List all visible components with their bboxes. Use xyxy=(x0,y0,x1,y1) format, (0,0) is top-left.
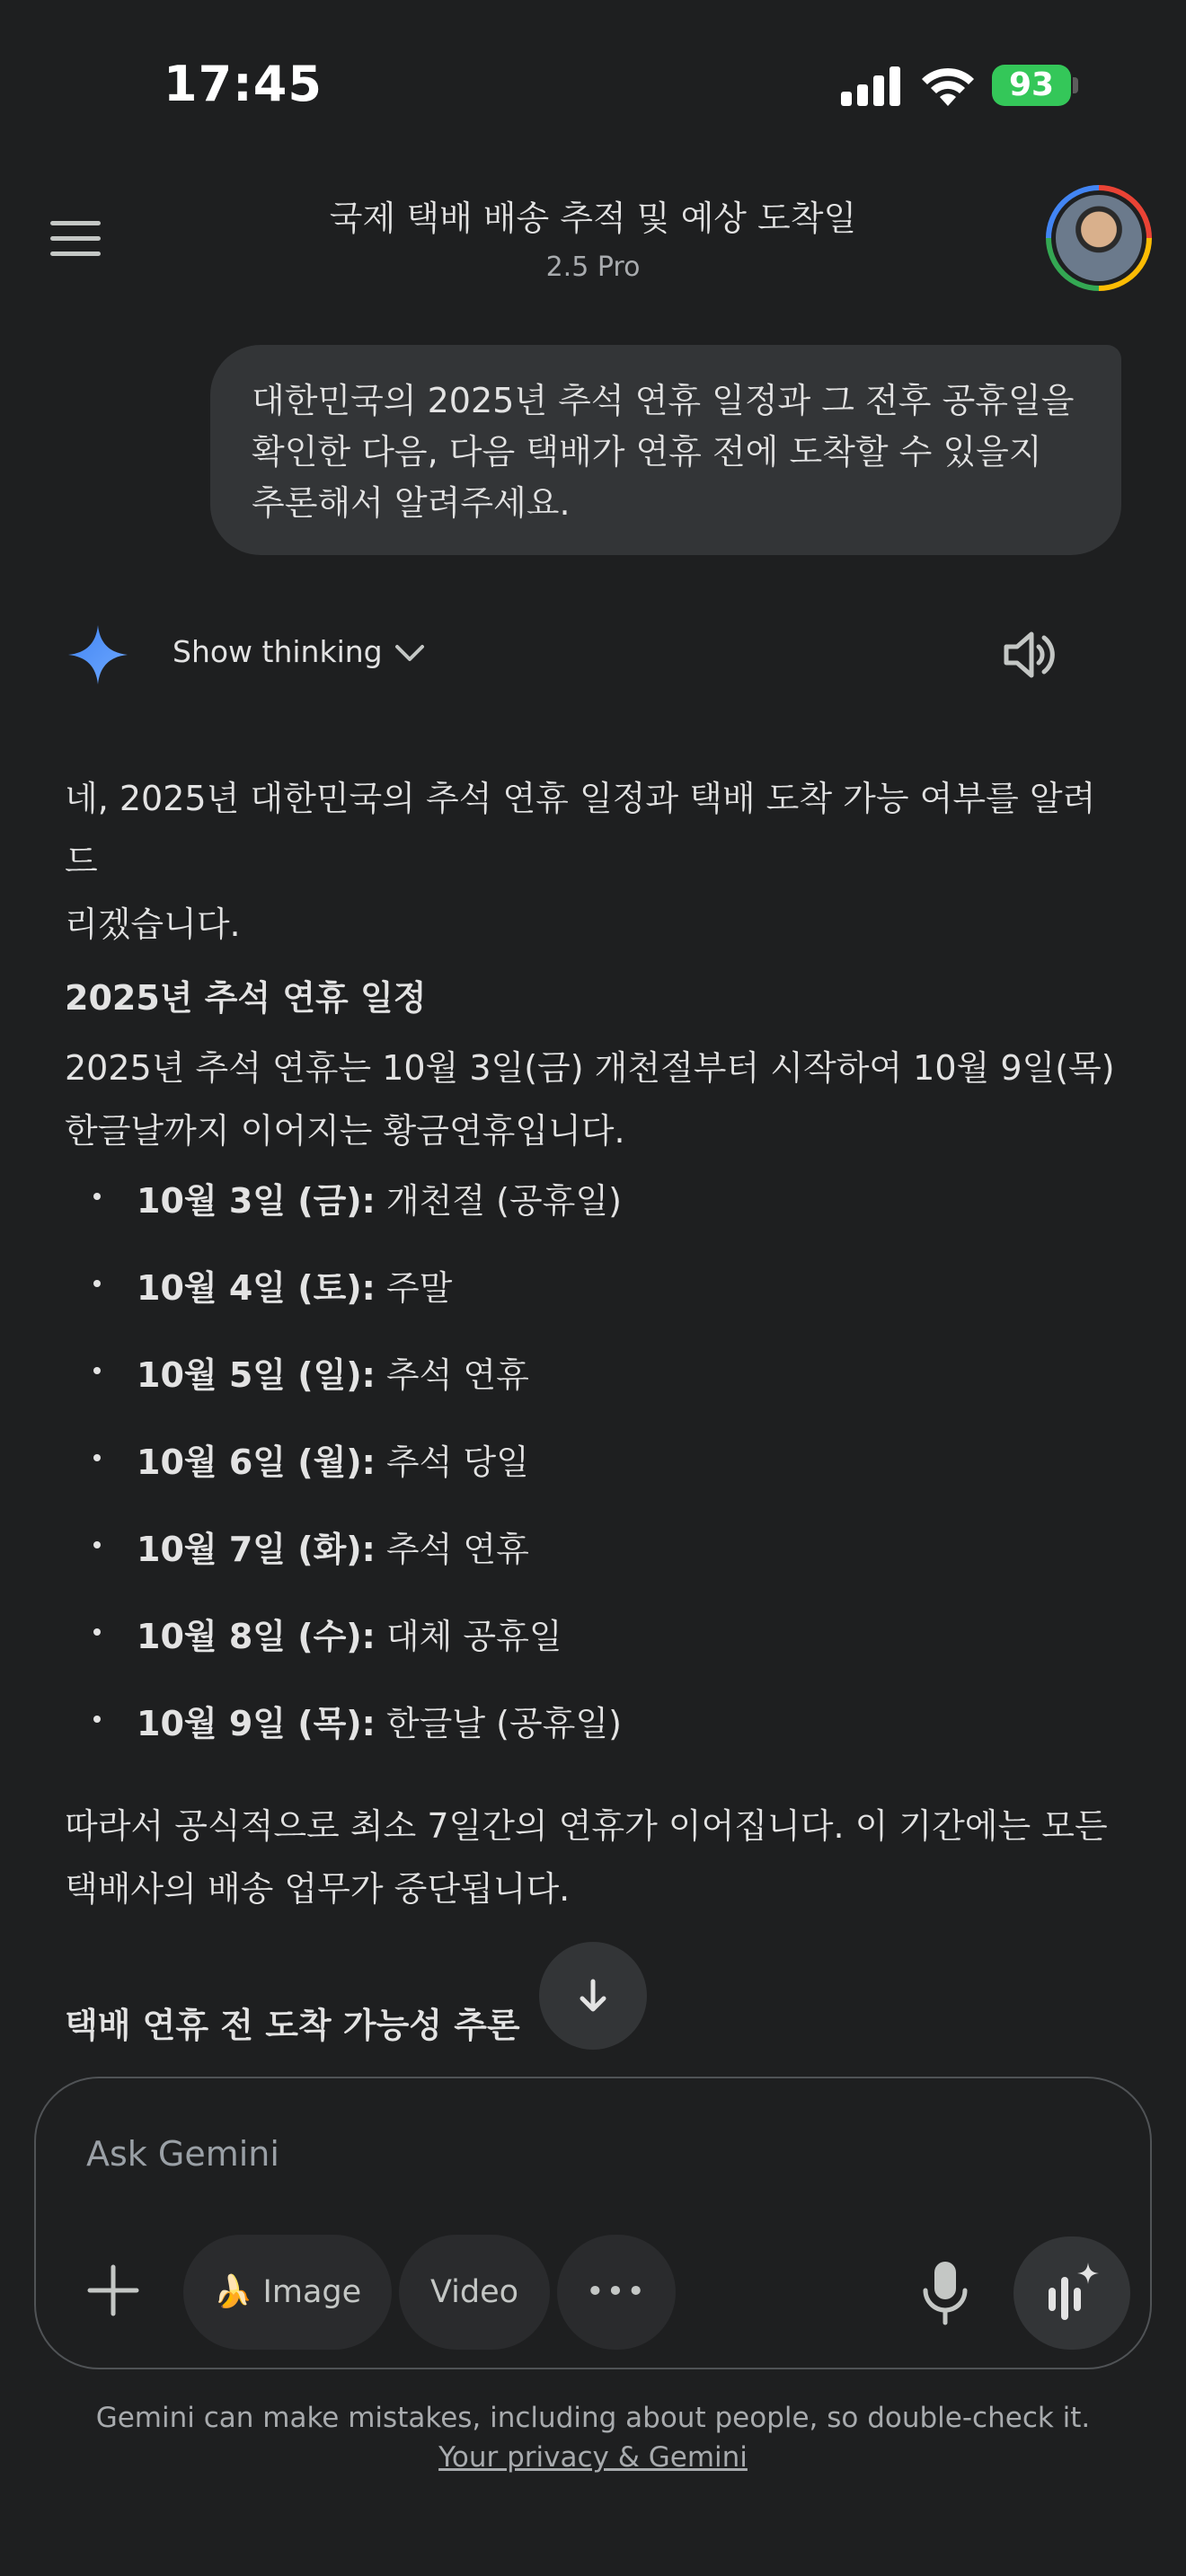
response-line: 택배사의 배송 업무가 중단됩니다. xyxy=(65,1869,571,1909)
menu-icon[interactable] xyxy=(50,221,101,257)
holiday-date: 10월 6일 (월): xyxy=(137,1442,376,1482)
arrow-down-icon xyxy=(571,1974,615,2017)
avatar[interactable] xyxy=(1046,185,1152,291)
speaker-icon[interactable] xyxy=(999,623,1062,686)
response-line: 네, 2025년 대한민국의 추석 연휴 일정과 택배 도착 가능 여부를 알려드 xyxy=(65,779,1096,881)
more-tools-button[interactable] xyxy=(557,2235,676,2350)
privacy-link-row xyxy=(0,2441,1186,2474)
response-line: 리겠습니다. xyxy=(65,904,241,944)
more-icon: ••• xyxy=(586,2274,647,2310)
video-tool-button[interactable] xyxy=(399,2235,550,2350)
chevron-down-icon[interactable] xyxy=(392,640,428,666)
holiday-date: 10월 7일 (화): xyxy=(137,1530,376,1569)
holiday-desc: 추석 연휴 xyxy=(375,1530,529,1569)
privacy-link[interactable]: Your privacy & Gemini xyxy=(438,2441,748,2474)
live-mode-button[interactable] xyxy=(1013,2236,1130,2350)
holiday-date: 10월 9일 (목): xyxy=(137,1704,376,1743)
cellular-signal-icon xyxy=(841,66,900,106)
holiday-date: 10월 3일 (금): xyxy=(137,1181,376,1221)
gemini-spark-icon xyxy=(66,623,129,686)
image-tool-label: Image xyxy=(262,2274,362,2310)
conversation-title[interactable]: 국제 택배 배송 추적 및 예상 도착일 xyxy=(329,198,857,238)
response-line: 2025년 추석 연휴는 10월 3일(금) 개천절부터 시작하여 10월 9일(목) xyxy=(65,1048,1115,1088)
prompt-input[interactable]: Ask Gemini xyxy=(86,2134,279,2174)
holiday-date: 10월 5일 (일): xyxy=(137,1355,376,1395)
status-time: 17:45 xyxy=(164,56,323,112)
holiday-desc: 대체 공휴일 xyxy=(375,1617,562,1656)
user-message-bubble xyxy=(210,345,1121,555)
microphone-icon[interactable] xyxy=(916,2258,974,2326)
user-message-line: 대한민국의 2025년 추석 연휴 일정과 그 전후 공휴일을 xyxy=(252,381,1075,420)
model-label[interactable]: 2.5 Pro xyxy=(545,251,641,283)
add-icon[interactable] xyxy=(86,2263,140,2317)
holiday-date: 10월 8일 (수): xyxy=(137,1617,376,1656)
holiday-desc: 추석 당일 xyxy=(375,1442,529,1482)
wifi-icon xyxy=(920,63,976,108)
battery-tip xyxy=(1073,77,1078,93)
banana-icon: 🍌 xyxy=(213,2274,253,2310)
section-heading: 택배 연휴 전 도착 가능성 추론 xyxy=(65,2006,520,2045)
image-tool-button[interactable] xyxy=(183,2235,392,2350)
video-tool-label: Video xyxy=(429,2274,519,2310)
user-message-line: 확인한 다음, 다음 택배가 연휴 전에 도착할 수 있을지 xyxy=(252,432,1042,472)
section-heading: 2025년 추석 연휴 일정 xyxy=(65,978,427,1018)
response-line: 한글날까지 이어지는 황금연휴입니다. xyxy=(65,1111,625,1151)
holiday-desc: 주말 xyxy=(375,1268,453,1308)
holiday-desc: 한글날 (공휴일) xyxy=(375,1704,622,1743)
show-thinking-toggle[interactable]: Show thinking xyxy=(173,634,383,669)
response-line: 따라서 공식적으로 최소 7일간의 연휴가 이어집니다. 이 기간에는 모든 xyxy=(65,1806,1108,1846)
user-message-line: 추론해서 알려주세요. xyxy=(252,483,571,523)
disclaimer-text: Gemini can make mistakes, including about people, so double-check it. xyxy=(95,2402,1091,2434)
scroll-to-bottom-button[interactable] xyxy=(539,1942,647,2050)
section-paragraph xyxy=(65,1037,1125,1162)
live-waveform-icon xyxy=(1043,2261,1101,2325)
holiday-date: 10월 4일 (토): xyxy=(137,1268,376,1308)
response-intro xyxy=(65,767,1125,956)
holiday-desc: 개천절 (공휴일) xyxy=(375,1181,622,1221)
battery-indicator: 93 xyxy=(992,65,1071,106)
holiday-desc: 추석 연휴 xyxy=(375,1355,529,1395)
summary-paragraph xyxy=(65,1795,1125,1920)
